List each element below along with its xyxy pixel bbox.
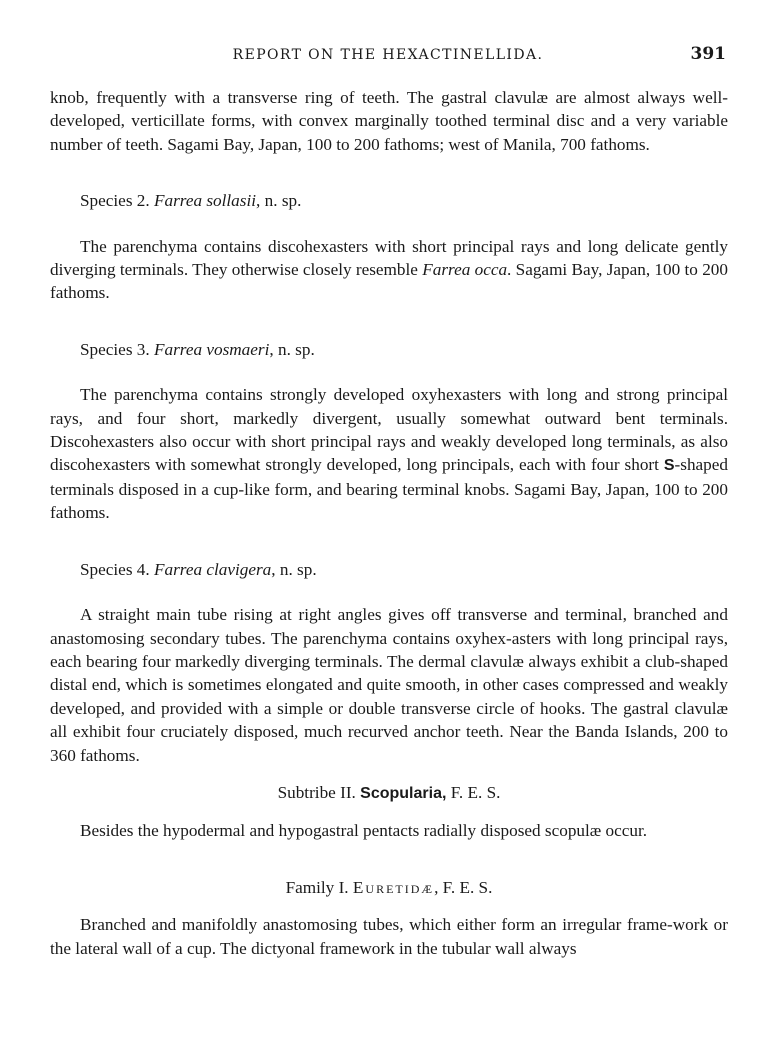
species-description: The parenchyma contains discohexasters with short principal rays and long delicate gently diverging terminals. They otherwise closely resemble Farrea occa. Sagami Bay, Japan, 100 to 200 fathoms. — [50, 236, 728, 303]
species-description: A straight main tube rising at right angles gives off transverse and terminal, branched and anastomosing secondary tubes. The parenchyma contains oxyhex-asters with long principal rays, each bearing four markedly diverging terminals. The dermal clavulæ always exhibit a club-shaped distal end, which is sometimes elongated and quite smooth, in other cases compressed and weakly developed, and provided with a simple or double transverse circle of hooks. The gastral clavulæ all exhibit four cruciately disposed, much recurved anchor teeth. Near the Banda Islands, 200 to 360 fathoms. — [50, 605, 728, 765]
species-name: Farrea clavigera — [154, 559, 272, 579]
species-number: Species 4. — [80, 559, 154, 579]
species-number: Species 3. — [80, 339, 154, 359]
species-suffix: , n. sp. — [271, 559, 317, 579]
species-number: Species 2. — [80, 191, 154, 211]
species-suffix: , n. sp. — [269, 339, 315, 359]
species-description: The parenchyma contains strongly developed oxyhexasters with long and strong principal rays, and four short, markedly divergent, usually somewhat outward bent terminals. Discohexasters also occur with short principal rays and weakly developed long terminals, as also discohexasters with somewhat strongly developed, long principals, each with four short S-shaped terminals disposed in a cup-like form, and bearing terminal knobs. Sagami Bay, Japan, 100 to 200 fathoms. — [50, 385, 728, 523]
family-name: Euretidæ — [352, 877, 435, 897]
species-heading — [50, 338, 728, 361]
subtribe-name: Scopularia, — [360, 784, 447, 802]
body-text — [50, 86, 728, 960]
species-name: Farrea vosmaeri — [154, 339, 270, 359]
family-heading: Family I. Euretidæ, F. E. S. — [285, 877, 493, 897]
species-reference: Farrea occa — [422, 260, 508, 280]
running-title: REPORT ON THE HEXACTINELLIDA. — [232, 47, 544, 63]
page-number: 391 — [690, 44, 726, 64]
family-description: Branched and manifoldly anastomosing tubes, which either form an irregular frame-work or the lateral wall of a cup. The dictyonal framework in the tubular wall always — [50, 915, 728, 958]
continuation-paragraph: knob, frequently with a transverse ring of teeth. The gastral clavulæ are almost always well-developed, verticillate forms, with convex marginally toothed terminal disc and a very variable number of teeth. Sagami Bay, Japan, 100 to 200 fathoms; west of Manila, 700 fathoms. — [50, 88, 728, 154]
species-name: Farrea sollasii — [154, 191, 257, 211]
subtribe-heading: Subtribe II. Scopularia, F. E. S. — [277, 782, 501, 802]
species-heading — [50, 189, 728, 212]
subtribe-description: Besides the hypodermal and hypogastral pentacts radially disposed scopulæ occur. — [80, 821, 648, 841]
species-suffix: , n. sp. — [256, 191, 302, 211]
running-header — [0, 44, 776, 68]
species-heading — [50, 558, 728, 581]
